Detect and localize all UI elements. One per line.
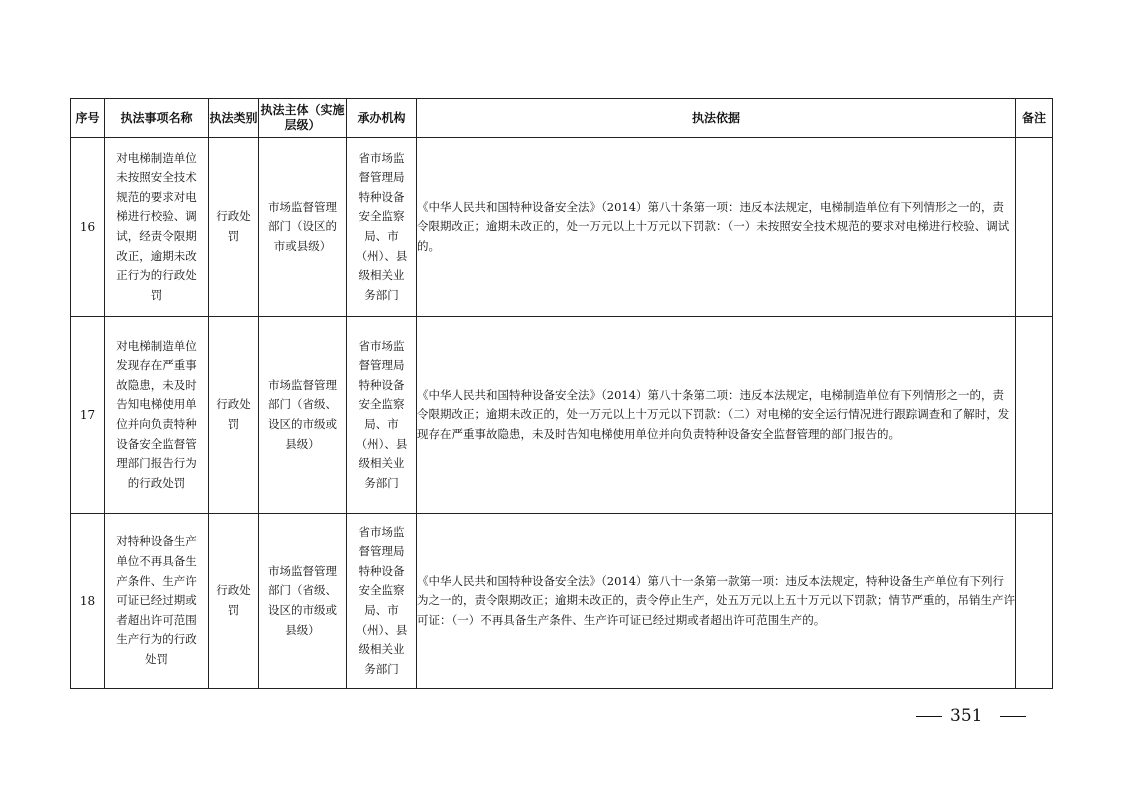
- row-remark: [1016, 138, 1053, 317]
- header-basis: 执法依据: [417, 99, 1016, 138]
- row-agency: 省市场监督管理局特种设备安全监察局、市（州）、县级相关业务部门: [355, 150, 408, 302]
- row-agency: 省市场监督管理局特种设备安全监察局、市（州）、县级相关业务部门: [355, 338, 408, 490]
- row-basis: 《中华人民共和国特种设备安全法》（2014）第八十条第二项：违反本法规定，电梯制造单位有下列情形之一的，责令限期改正；逾期未改正的，处一万元以上十万元以下罚款：（二）对电梯的安全运行情况进行跟踪调查和了解时，发现存在严重事故隐患，未及时告知电梯使用单位并向负责特种设备安全监督管理的部门报告的。: [417, 317, 1016, 514]
- row-category: 行政处罚: [216, 397, 251, 431]
- row-item-name: 对特种设备生产单位不再具备生产条件、生产许可证已经过期或者超出许可范围生产行为的行政处罚: [116, 534, 197, 666]
- page-number-dash-left: [916, 716, 942, 717]
- enforcement-table: [70, 98, 1053, 689]
- table-row: [71, 514, 1053, 689]
- row-seq: 16: [71, 138, 105, 317]
- page-number-dash-right: [1000, 716, 1026, 717]
- row-basis: 《中华人民共和国特种设备安全法》（2014）第八十一条第一款第一项：违反本法规定，特种设备生产单位有下列行为之一的，责令限期改正；逾期未改正的，责令停止生产，处五万元以上五十万元以下罚款；情节严重的，吊销生产许可证：（一）不再具备生产条件、生产许可证已经过期或者超出许可范围生产的。: [417, 514, 1016, 689]
- row-remark: [1016, 514, 1053, 689]
- row-category: 行政处罚: [216, 583, 251, 617]
- row-item-name: 对电梯制造单位未按照安全技术规范的要求对电梯进行校验、调试，经责令限期改正，逾期未改正行为的行政处罚: [116, 150, 197, 302]
- header-subject: 执法主体（实施层级）: [259, 99, 347, 138]
- header-seq: 序号: [71, 99, 105, 138]
- table-row: [71, 317, 1053, 514]
- header-category: 执法类别: [209, 99, 259, 138]
- row-basis: 《中华人民共和国特种设备安全法》（2014）第八十条第一项：违反本法规定，电梯制造单位有下列情形之一的，责令限期改正；逾期未改正的，处一万元以上十万元以下罚款：（一）未按照安全技术规范的要求对电梯进行校验、调试的。: [417, 138, 1016, 317]
- row-item-name: 对电梯制造单位发现存在严重事故隐患，未及时告知电梯使用单位并向负责特种设备安全监督管理部门报告行为的行政处罚: [116, 338, 197, 490]
- row-subject: 市场监督管理部门（省级、设区的市级或县级）: [268, 563, 337, 637]
- row-category: 行政处罚: [216, 209, 251, 243]
- row-subject: 市场监督管理部门（省级、设区的市级或县级）: [268, 377, 337, 451]
- header-remark: 备注: [1016, 99, 1053, 138]
- table-row: [71, 138, 1053, 317]
- row-seq: 17: [71, 317, 105, 514]
- page-number: 351: [950, 706, 983, 726]
- header-agency: 承办机构: [347, 99, 417, 138]
- row-seq: 18: [71, 514, 105, 689]
- table-header-row: [71, 99, 1053, 138]
- row-subject: 市场监督管理部门（设区的市或县级）: [268, 199, 337, 253]
- row-remark: [1016, 317, 1053, 514]
- row-agency: 省市场监督管理局特种设备安全监察局、市（州）、县级相关业务部门: [355, 524, 408, 676]
- header-name: 执法事项名称: [105, 99, 209, 138]
